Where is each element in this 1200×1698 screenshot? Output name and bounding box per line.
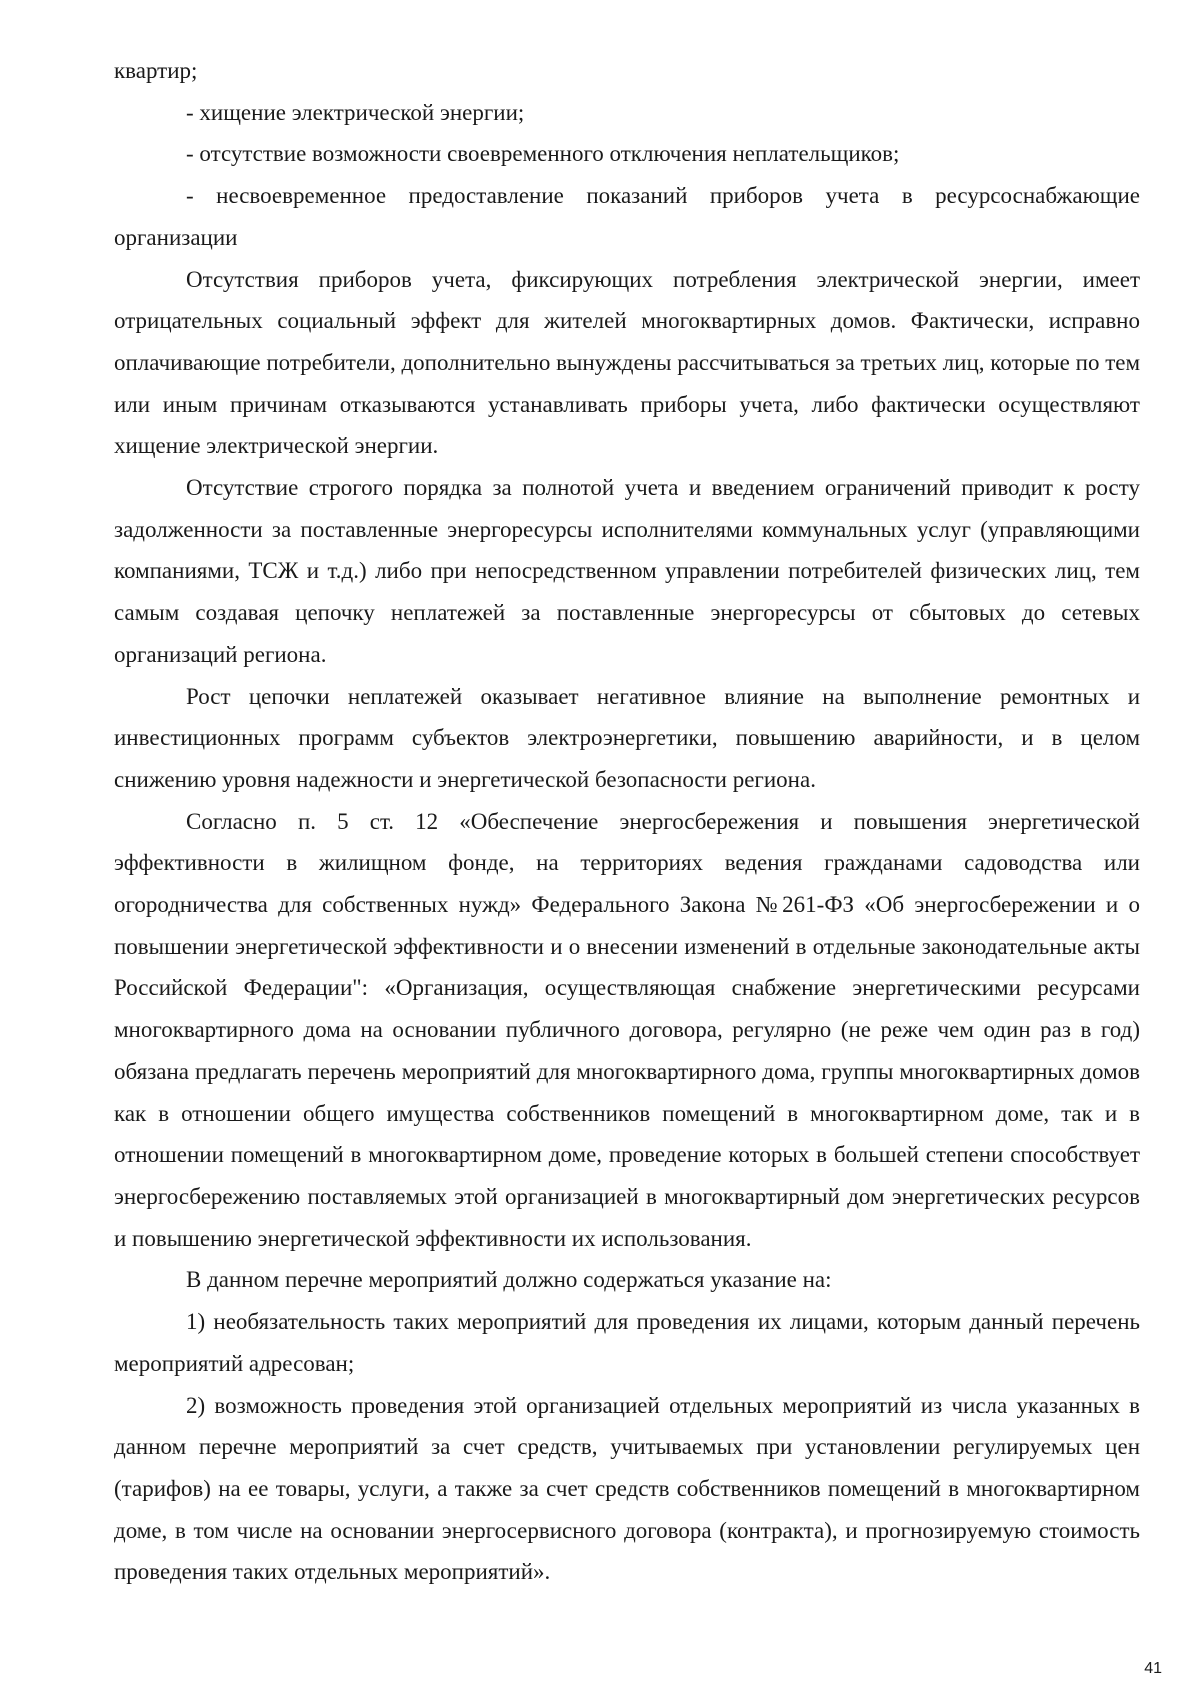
paragraph-8: Согласно п. 5 ст. 12 «Обеспечение энергосбережения и повышения энергетической эффективности в жилищном фонде, на территориях ведения гражданами садоводства или огородничества для собственных нужд» Федерального Закона №261-ФЗ «Об энергосбережении и о повышении энергетической эффективности и о внесении изменений в отдельные законодательные акты Российской Федерации": «Организация, осуществляющая снабжение энергетическими ресурсами многоквартирного дома на основании публичного договора, регулярно (не реже чем один раз в год) обязана предлагать перечень мероприятий для многоквартирного дома, группы многоквартирных домов как в отношении общего имущества собственников помещений в многоквартирном доме, так и в отношении помещений в многоквартирном доме, проведение которых в большей степени способствует энергосбережению поставляемых этой организацией в многоквартирный дом энергетических ресурсов и повышению энергетической эффективности их использования. xyxy=(114,808,1140,1251)
paragraph-4: - несвоевременное предоставление показаний приборов учета в ресурсоснабжающие организации xyxy=(114,183,1140,250)
paragraph-11: 2) возможность проведения этой организацией отдельных мероприятий из числа указанных в данном перечне мероприятий за счет средств, учитываемых при установлении регулируемых цен (тарифов) на ее товары, услуги, а также за счет средств собственников помещений в многоквартирном доме, в том числе на основании энергосервисного договора (контракта), и прогнозируемую стоимость проведения таких отдельных мероприятий». xyxy=(114,1392,1140,1585)
paragraph-3: - отсутствие возможности своевременного отключения неплательщиков; xyxy=(186,141,900,167)
paragraph-5: Отсутствия приборов учета, фиксирующих потребления электрической энергии, имеет отрицательных социальный эффект для жителей многоквартирных домов. Фактически, исправно оплачивающие потребители, дополнительно вынуждены рассчитываться за третьих лиц, которые по тем или иным причинам отказываются устанавливать приборы учета, либо фактически осуществляют хищение электрической энергии. xyxy=(114,266,1141,459)
paragraph-1: квартир; xyxy=(114,58,198,83)
paragraph-2: - хищение электрической энергии; xyxy=(186,99,525,125)
paragraph-7: Рост цепочки неплатежей оказывает негативное влияние на выполнение ремонтных и инвестиционных программ субъектов электроэнергетики, повышению аварийности, и в целом снижению уровня надежности и энергетической безопасности региона. xyxy=(114,683,1140,792)
document-body xyxy=(114,50,1140,1593)
paragraph-10: 1) необязательность таких мероприятий для проведения их лицами, которым данный перечень мероприятий адресован; xyxy=(114,1309,1140,1376)
page-number: 41 xyxy=(1144,1660,1162,1677)
paragraph-9: В данном перечне мероприятий должно содержаться указание на: xyxy=(186,1267,832,1293)
paragraph-6: Отсутствие строгого порядка за полнотой учета и введением ограничений приводит к росту задолженности за поставленные энергоресурсы исполнителями коммунальных услуг (управляющими компаниями, ТСЖ и т.д.) либо при непосредственном управлении потребителей физических лиц, тем самым создавая цепочку неплатежей за поставленные энергоресурсы от сбытовых до сетевых организаций региона. xyxy=(114,475,1140,667)
